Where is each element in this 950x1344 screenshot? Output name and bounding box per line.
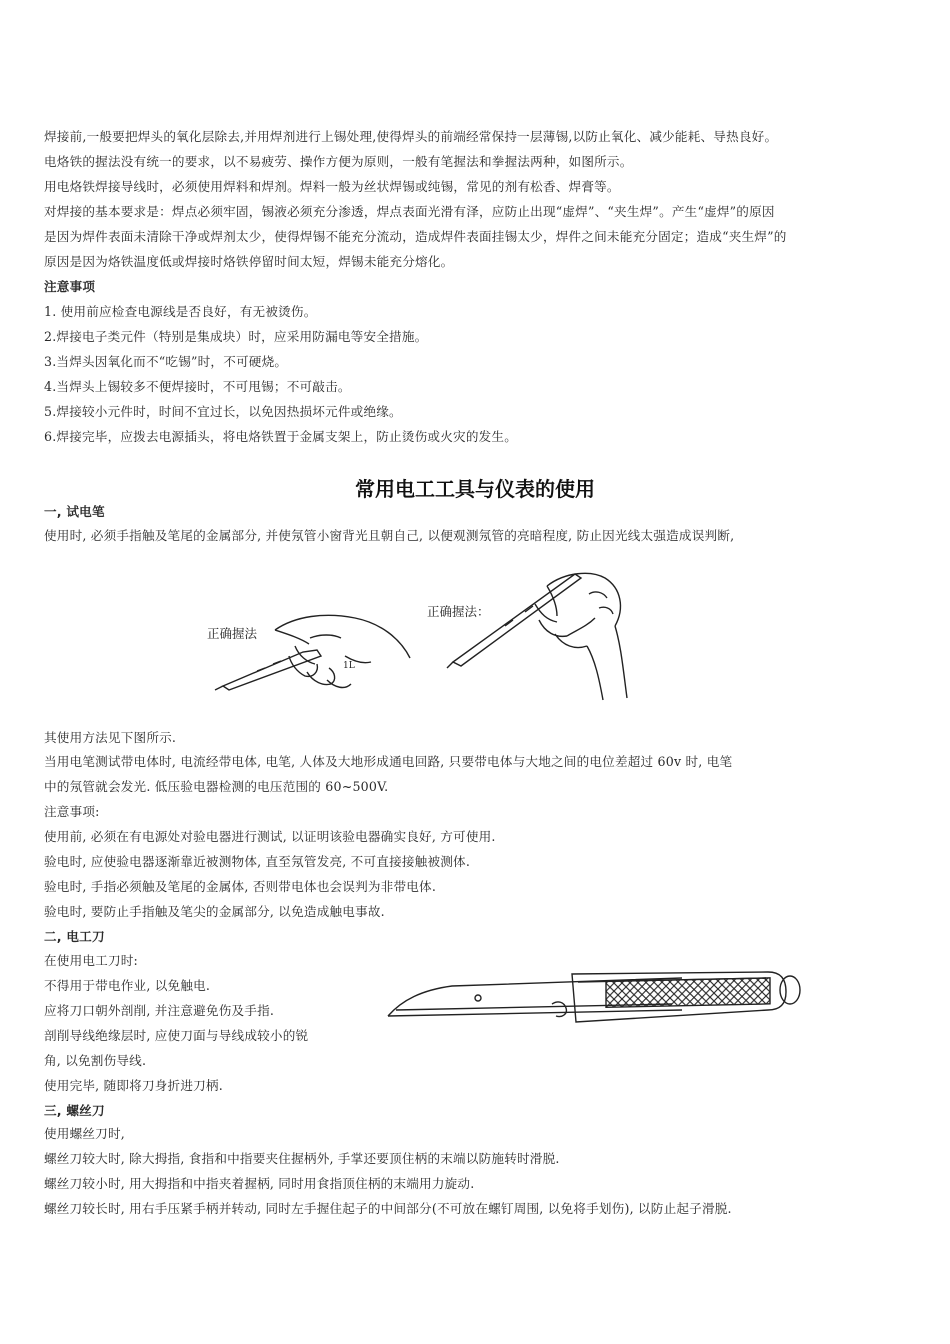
welding-paragraph-1: 焊接前,一般要把焊头的氧化层除去,并用焊剂进行上锡处理,使得焊头的前端经常保持一层薄锡,以防止氧化、减少能耗、导热良好。: [44, 129, 778, 144]
welding-note-item: 2.焊接电子类元件（特别是集成块）时，应采用防漏电等安全措施。: [44, 329, 428, 344]
welding-paragraph-3: 用电烙铁焊接导线时，必须使用焊料和焊剂。焊料一般为丝状焊锡或纯锡，常见的剂有松香、焊膏等。: [44, 179, 620, 194]
left-hand-illustration: [207, 615, 410, 690]
left-grip-label: 正确握法: [207, 626, 258, 641]
tester-heading: 一, 试电笔: [44, 504, 105, 519]
tester-text-line: 验电时, 应使验电器逐渐靠近被测物体, 直至氖管发亮, 不可直接接触被测体.: [44, 854, 471, 869]
knife-text-line: 角, 以免割伤导线.: [44, 1053, 147, 1068]
screwdriver-text-line: 螺丝刀较大时, 除大拇指, 食指和中指要夹住握柄外, 手掌还要顶住柄的末端以防施转时滑脱.: [44, 1151, 560, 1166]
welding-paragraph-2: 电烙铁的握法没有统一的要求，以不易疲劳、操作方便为原则，一般有笔握法和拳握法两种，如图所示。: [44, 154, 633, 169]
right-grip-label: 正确握法：: [427, 604, 490, 619]
knife-text-line: 使用完毕, 随即将刀身折进刀柄.: [44, 1078, 223, 1093]
tester-text-line: 注意事项:: [44, 804, 100, 819]
welding-paragraph-4-line: 是因为焊件表面未清除干净或焊剂太少，使得焊锡不能充分流动，造成焊件表面挂锡太少，焊件之间未能充分固定；造成“夹生焊”的: [44, 229, 787, 244]
screwdriver-heading: 三, 螺丝刀: [44, 1103, 105, 1118]
welding-note-item: 5.焊接较小元件时，时间不宜过长，以免因热损坏元件或绝缘。: [44, 404, 402, 419]
welding-notes-heading: 注意事项: [44, 279, 96, 294]
knife-heading: 二, 电工刀: [44, 929, 105, 944]
tester-text-line: 当用电笔测试带电体时, 电流经带电体, 电笔, 人体及大地形成通电回路, 只要带电体与大地之间的电位差超过 60v 时, 电笔: [44, 754, 733, 769]
knurled-grip: [606, 978, 770, 1007]
svg-text:1L: 1L: [343, 661, 355, 671]
welding-paragraph-4-line: 原因是因为烙铁温度低或焊接时烙铁停留时间太短，焊锡未能充分熔化。: [44, 254, 454, 269]
tester-text-line: 其使用方法见下图所示.: [44, 730, 177, 745]
welding-note-item: 1. 使用前应检查电源线是否良好，有无被烫伤。: [44, 304, 317, 319]
knife-text-line: 在使用电工刀时:: [44, 953, 138, 968]
electrician-knife-figure: [382, 964, 802, 1044]
knife-text-line: 不得用于带电作业, 以免触电.: [44, 978, 211, 993]
welding-note-item: 6.焊接完毕，应拨去电源插头，将电烙铁置于金属支架上，防止烫伤或火灾的发生。: [44, 429, 517, 444]
tester-text-line: 使用前, 必须在有电源处对验电器进行测试, 以证明该验电器确实良好, 方可使用.: [44, 829, 496, 844]
screwdriver-text-line: 螺丝刀较小时, 用大拇指和中指夹着握柄, 同时用食指顶住柄的末端用力旋动.: [44, 1176, 475, 1191]
screwdriver-text-line: 使用螺丝刀时,: [44, 1126, 125, 1141]
tester-text-line: 中的氖管就会发光. 低压验电器检测的电压范围的 60~500V.: [44, 779, 389, 794]
right-hand-illustration: [427, 573, 627, 700]
knife-text-line: 应将刀口朝外剖削, 并注意避免伤及手指.: [44, 1003, 275, 1018]
tester-text-line: 验电时, 手指必须触及笔尾的金属体, 否则带电体也会误判为非带电体.: [44, 879, 437, 894]
tester-intro: 使用时, 必须手指触及笔尾的金属部分, 并使氖管小窗背光且朝自己, 以便观测氖管的亮暗程度, 防止因光线太强造成误判断,: [44, 528, 735, 543]
blade-edge: [388, 1010, 682, 1016]
welding-note-item: 4.当焊头上锡较多不便焊接时，不可甩锡；不可敲击。: [44, 379, 351, 394]
welding-note-item: 3.当焊头因氧化而不“吃锡”时，不可硬烧。: [44, 354, 288, 369]
tester-text-line: 验电时, 要防止手指触及笔尖的金属部分, 以免造成触电事故.: [44, 904, 385, 919]
tester-grip-figure: [195, 568, 640, 708]
knife-text-line: 剖削导线绝缘层时, 应使刀面与导线成较小的锐: [44, 1028, 309, 1043]
screwdriver-text-line: 螺丝刀较长时, 用右手压紧手柄并转动, 同时左手握住起子的中间部分(不可放在螺钉周围, 以免将手划伤), 以防止起子滑脱.: [44, 1201, 732, 1216]
knife-ring: [780, 976, 800, 1004]
page-title: 常用电工工具与仪表的使用: [355, 477, 595, 501]
welding-paragraph-4-line: 对焊接的基本要求是：焊点必须牢固，锡液必须充分渗透，焊点表面光滑有泽，应防止出现“虚焊”、“夹生焊”。产生“虚焊”的原因: [44, 204, 775, 219]
